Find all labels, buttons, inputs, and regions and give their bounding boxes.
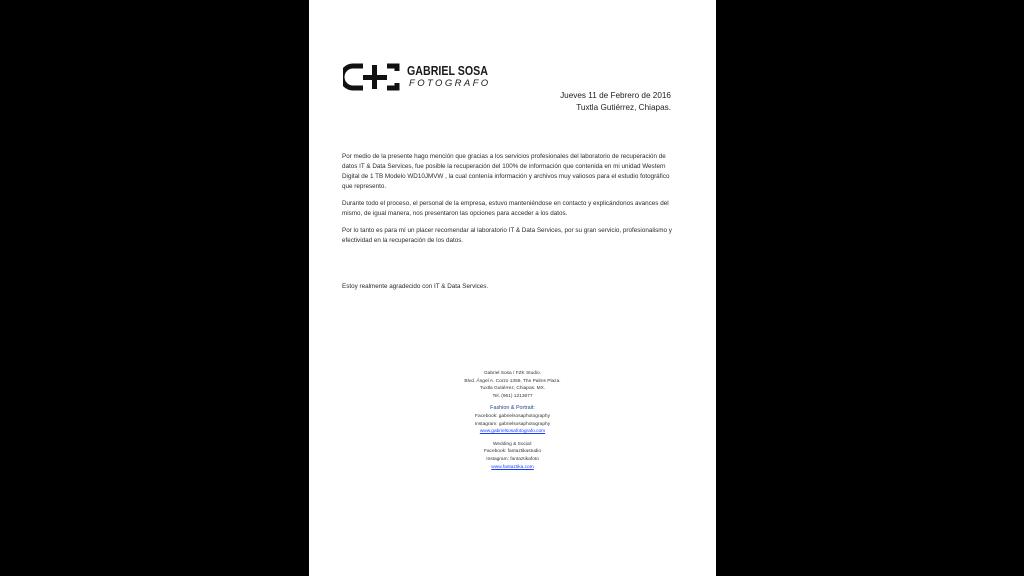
paragraph-1: Por medio de la presente hago mención que gracias a los servicios profesionales del laboratorio de recuperación de datos IT & Data Services, fue posible la recuperación del 100% de información que contenida en mi unidad Western Digital de 1 TB Modelo WD10JMVW , la cual contenía información y archivos muy valiosos para el estudio fotográfico que represento.	[342, 153, 670, 190]
date-block	[560, 90, 671, 114]
footer-address: Blvd. Ángel A. Corzo 1359, The Palms Plaza.	[464, 378, 561, 384]
wedding-heading: Wedding & Social:	[492, 441, 533, 447]
footer-city: Tuxtla Gutiérrez, Chiapas. MX.	[479, 386, 546, 392]
footer-phone: Tel. (961) 1213677	[492, 393, 533, 399]
wedding-instagram: Instagram: fantaztikafoto	[486, 456, 539, 462]
wedding-facebook: Facebook: fantaztikastudio	[483, 449, 542, 455]
gs-logo-icon	[343, 62, 403, 92]
footer-contact	[309, 370, 716, 471]
letter-body	[342, 152, 677, 253]
closing-line: Estoy realmente agradecido con IT & Data Services.	[342, 283, 489, 290]
fashion-facebook: Facebook: gabrielsosaphotography	[475, 413, 550, 419]
letter-date: Jueves 11 de Febrero de 2016	[560, 91, 671, 100]
fashion-instagram: Instagram: gabrielsosaphotography	[474, 421, 551, 427]
logo-subtitle: FOTOGRAFO	[409, 78, 491, 89]
fashion-heading: Fashion & Portrait:	[490, 405, 535, 412]
letter-page	[309, 0, 716, 576]
logo-name: GABRIEL SOSA	[407, 63, 488, 78]
letter-location: Tuxtla Gutiérrez, Chiapas.	[576, 103, 671, 112]
wedding-website-link[interactable]: www.fantaztika.com	[491, 464, 534, 470]
paragraph-3: Por lo tanto es para mí un placer recomendar al laboratorio IT & Data Services, por su gran servicio, profesionalismo y efectividad en la recuperación de los datos.	[342, 227, 672, 244]
footer-studio: Gabriel Sosa / FZK Studio.	[483, 371, 542, 376]
paragraph-2: Durante todo el proceso, el personal de la empresa, estuvo manteniéndose en contacto y explicándonos avances del mismo, de igual manera, nos presentaron las opciones para acceder a los datos.	[342, 200, 669, 217]
fashion-website-link[interactable]: www.gabrielsosafotografo.com	[479, 429, 546, 435]
